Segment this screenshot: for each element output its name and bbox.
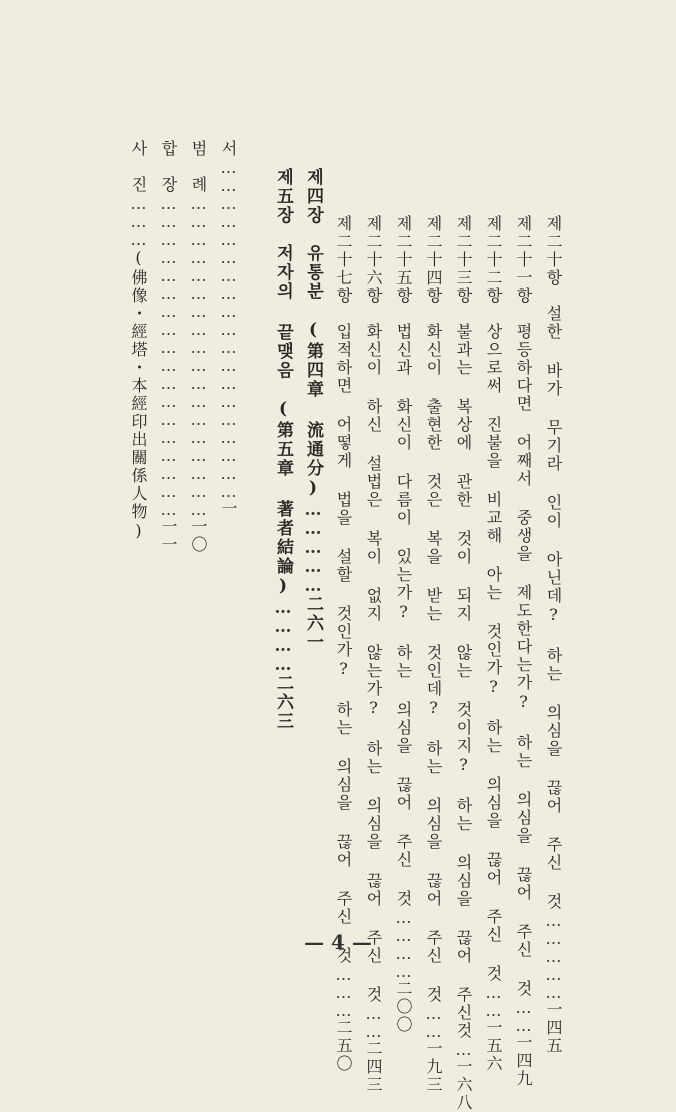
toc-entry — [508, 215, 538, 1088]
front-label: 사 — [129, 140, 148, 158]
entry-page: 一九三 — [424, 1040, 443, 1094]
entry-title: 평등하다면 어째서 중생을 제도한다는가? 하는 의심을 끊어 주신 것 — [514, 323, 533, 998]
entry-title: 설한 바가 무기라 인이 아닌데? 하는 의심을 끊어 주신 것 — [544, 305, 563, 911]
page-number: — 4 — — [304, 930, 372, 954]
toc-entry — [388, 215, 418, 1034]
entry-title: 법신과 화신이 다름이 있는가? 하는 의심을 끊어 주신 것 — [394, 323, 413, 908]
toc-entry — [538, 215, 568, 1055]
front-label: 합 — [159, 140, 178, 158]
front-note: (佛像・經塔・本經印出關係人物) — [129, 248, 148, 542]
entry-page: 一四五 — [544, 1001, 563, 1055]
dot-leader: … — [454, 1040, 473, 1058]
entry-page: 一四九 — [514, 1034, 533, 1088]
front-title: 례 — [189, 176, 208, 194]
entry-page: 一五六 — [484, 1019, 503, 1073]
dot-leader: …………… — [303, 500, 323, 595]
entry-title: 입적하면 어떻게 법을 설할 것인가? 하는 의심을 끊어 주신 것 — [334, 323, 353, 965]
toc-front-entry — [123, 140, 153, 542]
chapter-title: 저자의 끝맺음 — [273, 244, 293, 380]
front-page: 一 — [219, 500, 238, 518]
chapter-page: 二六三 — [273, 674, 293, 731]
front-title: 진 — [129, 176, 148, 194]
entry-label: 제二十七항 — [334, 215, 353, 305]
entry-label: 제二十항 — [544, 215, 563, 287]
chapter-hanja: (第四章 流通分) — [303, 320, 323, 500]
front-label: 서 — [219, 140, 238, 158]
dot-leader: ……… — [129, 194, 148, 248]
toc-chapter — [268, 168, 298, 731]
front-label: 범 — [189, 140, 208, 158]
entry-page: 一六八 — [454, 1058, 473, 1112]
entry-title: 불과는 복상에 관한 것이 되지 않는 것이지? 하는 의심을 끊어 주신것 — [454, 323, 473, 1040]
entry-label: 제二十六항 — [364, 215, 383, 305]
dot-leader: …… — [424, 1004, 443, 1040]
dot-leader: ……… — [334, 965, 353, 1019]
dot-leader: ……………………………………………… — [189, 194, 208, 518]
front-title: 장 — [159, 176, 178, 194]
chapter-label: 제四장 — [303, 168, 323, 225]
entry-label: 제二十二항 — [484, 215, 503, 305]
toc-front-entry — [183, 140, 213, 554]
entry-title: 화신이 하신 설법은 복이 없지 않는가? 하는 의심을 끊어 주신 것 — [364, 323, 383, 1004]
dot-leader: ………… — [273, 598, 293, 674]
front-page: 一一 — [159, 518, 178, 554]
dot-leader: ………… — [394, 908, 413, 980]
entry-page: 二〇〇 — [394, 980, 413, 1034]
dot-leader: …… — [514, 998, 533, 1034]
entry-label: 제二十三항 — [454, 215, 473, 305]
entry-label: 제二十四항 — [424, 215, 443, 305]
entry-title: 상으로써 진불을 비교해 아는 것인가? 하는 의심을 끊어 주신 것 — [484, 323, 503, 983]
entry-label: 제二十五항 — [394, 215, 413, 305]
toc-front-entry — [213, 140, 243, 518]
toc-front-entry — [153, 140, 183, 554]
front-page: 一〇 — [189, 518, 208, 554]
dot-leader: …… — [364, 1004, 383, 1040]
entry-page: 二五〇 — [334, 1019, 353, 1073]
chapter-label: 제五장 — [273, 168, 293, 225]
toc-entry — [358, 215, 388, 1094]
toc-chapter — [298, 168, 328, 652]
chapter-page: 二六一 — [303, 595, 323, 652]
dot-leader: …… — [484, 983, 503, 1019]
chapter-hanja: (第五章 著者結論) — [273, 399, 293, 598]
chapter-title: 유통분 — [303, 244, 323, 301]
toc-entry — [448, 215, 478, 1112]
dot-leader: ………………………………………………… — [219, 158, 238, 500]
entry-label: 제二十一항 — [514, 215, 533, 305]
toc-entry — [418, 215, 448, 1094]
entry-title: 화신이 출현한 것은 복을 받는 것인데? 하는 의심을 끊어 주신 것 — [424, 323, 443, 1004]
dot-leader: ……………………………………………… — [159, 194, 178, 518]
dot-leader: …………… — [544, 911, 563, 1001]
entry-page: 二四三 — [364, 1040, 383, 1094]
